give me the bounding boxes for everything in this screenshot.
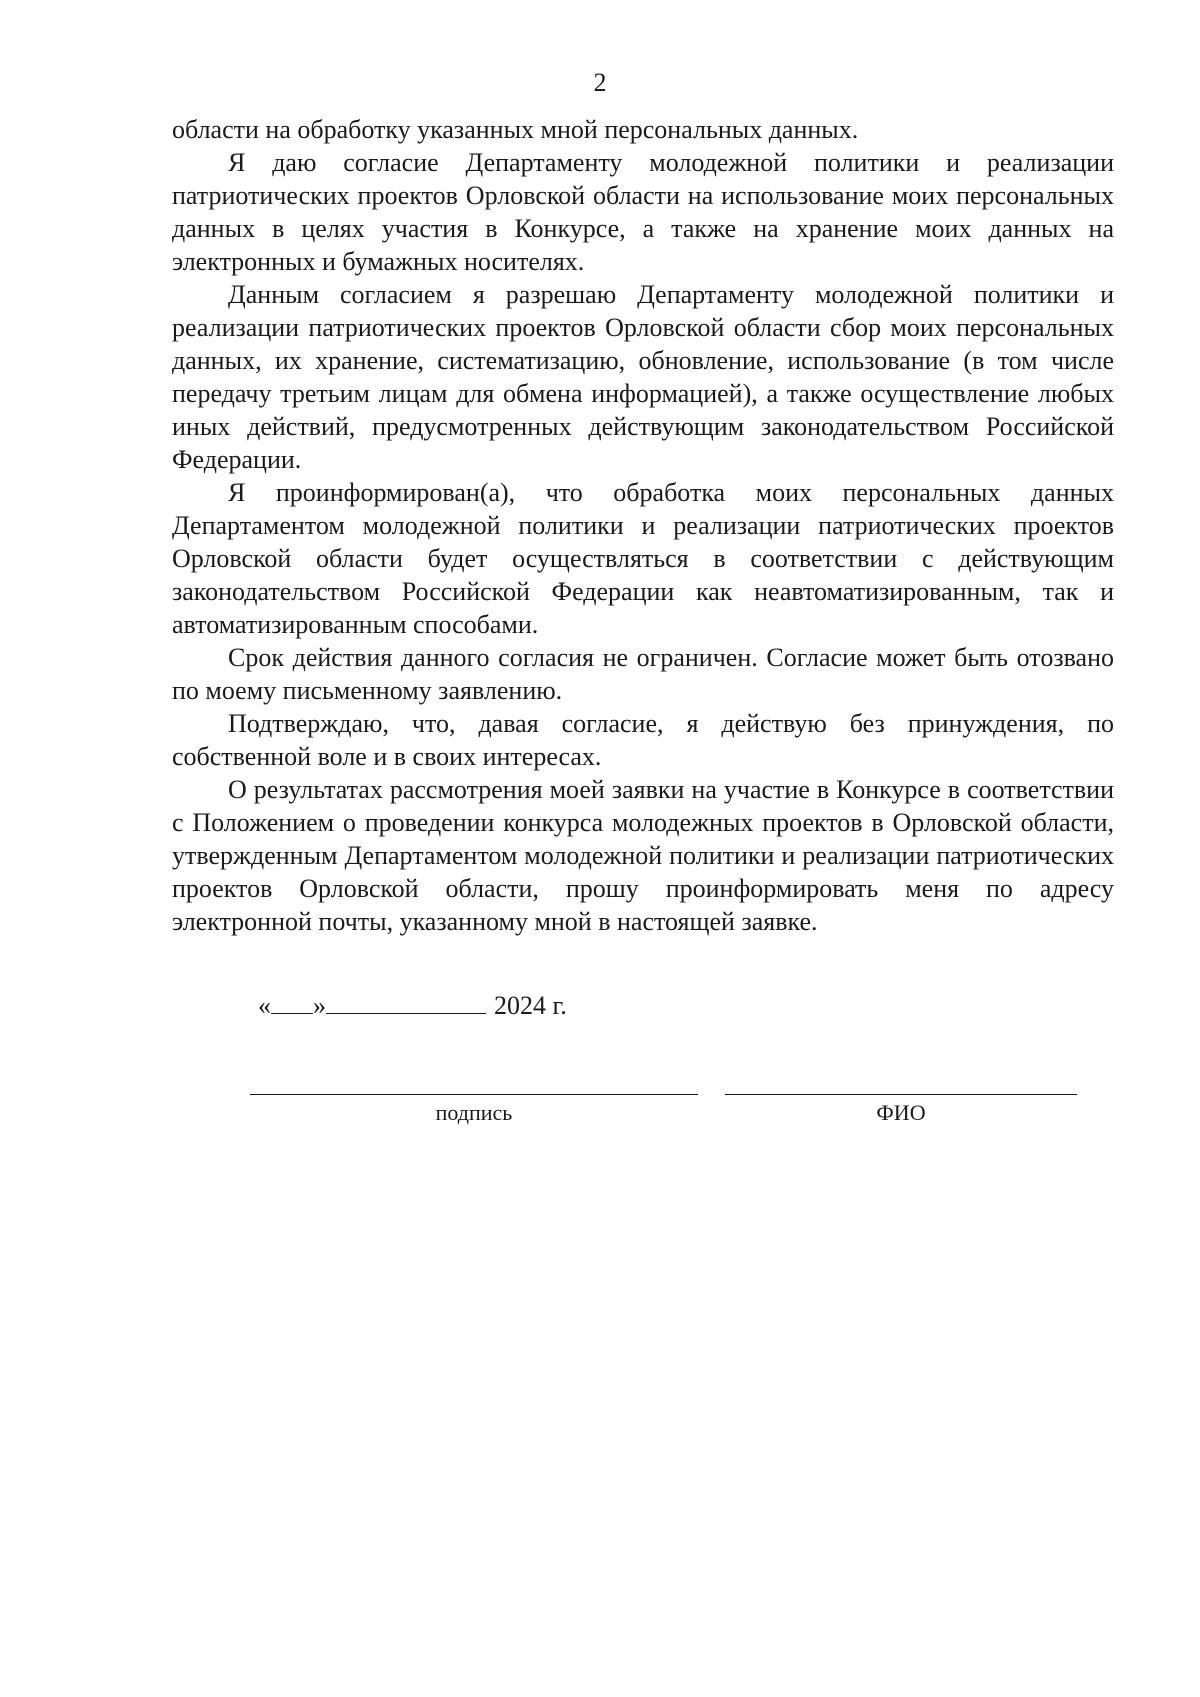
date-open-quote: « bbox=[258, 991, 271, 1020]
date-day-blank bbox=[271, 991, 313, 1014]
paragraph: Срок действия данного согласия не ограничен. Согласие может быть отозвано по моему письменному заявлению. bbox=[172, 643, 1114, 705]
date-close-quote: » bbox=[313, 991, 326, 1020]
full-name-caption: ФИО bbox=[876, 1100, 926, 1125]
paragraph: Я даю согласие Департаменту молодежной политики и реализации патриотических проектов Орловской области на использование моих персональных данных в целях участия в Конкурсе, а также на хранение моих данных на электронных и бумажных носителях. bbox=[172, 148, 1114, 276]
date-month-blank bbox=[326, 991, 486, 1014]
body-text bbox=[172, 113, 1114, 938]
date-line bbox=[258, 990, 567, 1022]
paragraph: Подтверждаю, что, давая согласие, я действую без принуждения, по собственной воле и в своих интересах. bbox=[172, 709, 1114, 771]
signature-line bbox=[250, 1094, 698, 1095]
paragraph: Данным согласием я разрешаю Департаменту молодежной политики и реализации патриотических проектов Орловской области сбор моих персональных данных, их хранение, систематизацию, обновление, использование (в том числе передачу третьим лицам для обмена информацией), а также осуществление любых иных действий, предусмотренных действующим законодательством Российской Федерации. bbox=[172, 280, 1114, 474]
paragraph: Я проинформирован(а), что обработка моих персональных данных Департаментом молодежной политики и реализации патриотических проектов Орловской области будет осуществляться в соответствии с действующим законодательством Российской Федерации как неавтоматизированным, так и автоматизированным способами. bbox=[172, 478, 1114, 639]
full-name-line bbox=[725, 1094, 1077, 1095]
page-number: 2 bbox=[593, 68, 607, 97]
date-year: 2024 г. bbox=[494, 991, 567, 1020]
paragraph: О результатах рассмотрения моей заявки на участие в Конкурсе в соответствии с Положением о проведении конкурса молодежных проектов в Орловской области, утвержденным Департаментом молодежной политики и реализации патриотических проектов Орловской области, прошу проинформировать меня по адресу электронной почты, указанному мной в настоящей заявке. bbox=[172, 775, 1114, 936]
signature-caption: подпись bbox=[435, 1100, 513, 1125]
paragraph: области на обработку указанных мной персональных данных. bbox=[172, 115, 859, 144]
